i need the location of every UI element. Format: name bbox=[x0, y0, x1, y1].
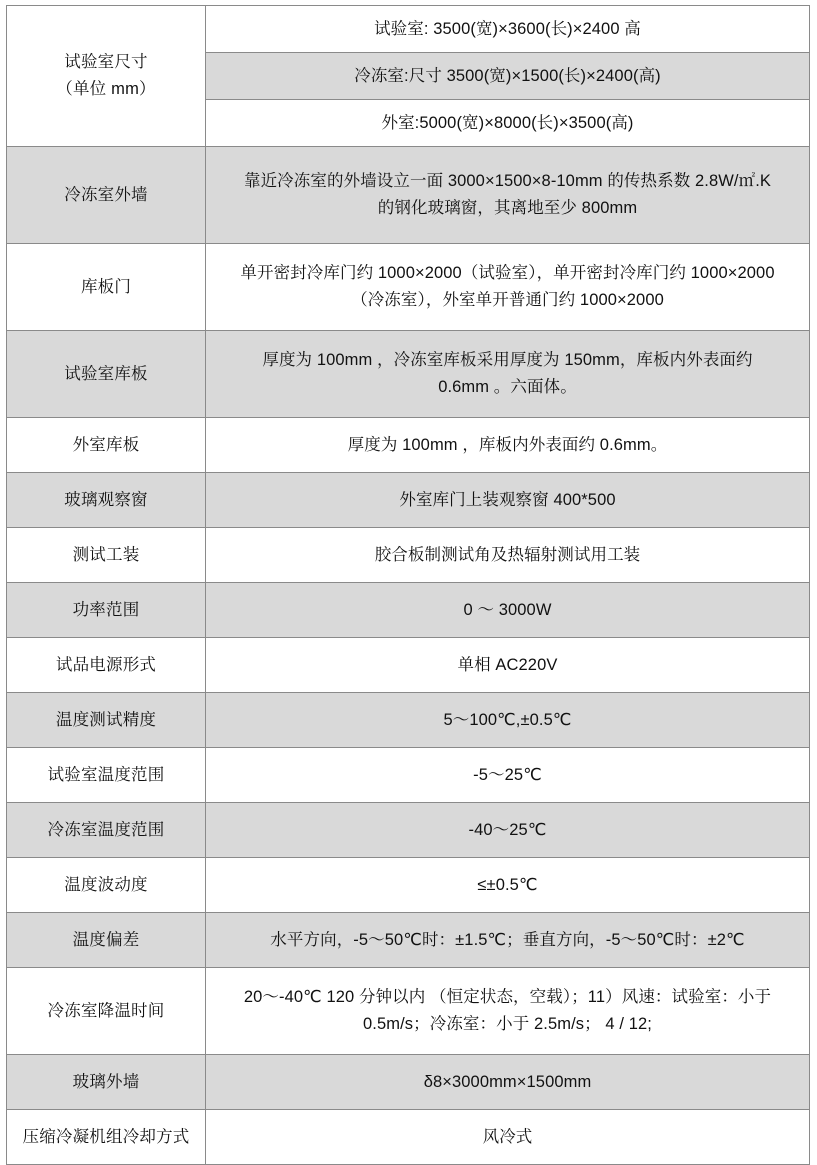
value-line1: 厚度为 100mm ，冷冻室库板采用厚度为 150mm，库板内外表面约 bbox=[262, 351, 753, 370]
value-line2: 0.6mm 。六面体。 bbox=[438, 378, 577, 396]
row-value-dimensions-freezer-room: 冷冻室:尺寸 3500(宽)×1500(长)×2400(高) bbox=[206, 53, 810, 100]
table-row bbox=[7, 1055, 810, 1110]
table-row bbox=[7, 6, 810, 53]
row-value-sample-power-type: 单相 AC220V bbox=[206, 638, 810, 693]
value-line1: 20～-40℃ 120 分钟以内 （恒定状态，空载）；11）风速：试验室：小于 bbox=[243, 988, 772, 1007]
row-label-freezer-cooldown-time: 冷冻室降温时间 bbox=[7, 968, 206, 1055]
value-line1: 单开密封冷库门约 1000×2000（试验室），单开密封冷库门约 1000×2000 bbox=[240, 264, 775, 283]
row-value-temperature-deviation: 水平方向，-5～50℃时：±1.5℃；垂直方向，-5～50℃时：±2℃ bbox=[206, 913, 810, 968]
row-value-dimensions-outer-room: 外室:5000(宽)×8000(长)×3500(高) bbox=[206, 100, 810, 147]
table-row bbox=[7, 244, 810, 331]
table-row bbox=[7, 913, 810, 968]
row-value-glass-outer-wall: δ8×3000mm×1500mm bbox=[206, 1055, 810, 1110]
table-row bbox=[7, 1110, 810, 1165]
table-row bbox=[7, 638, 810, 693]
row-label-test-room-panel: 试验室库板 bbox=[7, 331, 206, 418]
table-row bbox=[7, 968, 810, 1055]
row-value-dimensions-test-room: 试验室: 3500(宽)×3600(长)×2400 高 bbox=[206, 6, 810, 53]
row-label-freezer-temp-range: 冷冻室温度范围 bbox=[7, 803, 206, 858]
row-label-freezer-outer-wall: 冷冻室外墙 bbox=[7, 147, 206, 244]
row-label-line1: 试验室尺寸 bbox=[64, 53, 148, 72]
row-value-panel-door bbox=[206, 244, 810, 331]
row-label-dimensions bbox=[7, 6, 206, 147]
table-row bbox=[7, 858, 810, 913]
specification-table bbox=[6, 5, 810, 1165]
row-value-power-range: 0 ～ 3000W bbox=[206, 583, 810, 638]
table-row bbox=[7, 583, 810, 638]
row-value-temperature-accuracy: 5～100℃,±0.5℃ bbox=[206, 693, 810, 748]
value-line2: （冷冻室），外室单开普通门约 1000×2000 bbox=[351, 291, 664, 309]
table-row bbox=[7, 331, 810, 418]
row-label-power-range: 功率范围 bbox=[7, 583, 206, 638]
row-label-condensing-unit-cooling: 压缩冷凝机组冷却方式 bbox=[7, 1110, 206, 1165]
row-value-temperature-fluctuation: ≤±0.5℃ bbox=[206, 858, 810, 913]
row-value-freezer-cooldown-time bbox=[206, 968, 810, 1055]
value-line2: 0.5m/s；冷冻室：小于 2.5m/s； 4 / 12; bbox=[363, 1015, 652, 1033]
value-line2: 的钢化玻璃窗，其离地至少 800mm bbox=[377, 199, 638, 217]
row-label-test-room-temp-range: 试验室温度范围 bbox=[7, 748, 206, 803]
table-row bbox=[7, 748, 810, 803]
row-value-glass-viewing-window: 外室库门上装观察窗 400*500 bbox=[206, 473, 810, 528]
table-row bbox=[7, 693, 810, 748]
row-value-test-room-panel bbox=[206, 331, 810, 418]
table-row bbox=[7, 528, 810, 583]
row-label-line2: （单位 mm） bbox=[56, 80, 156, 98]
row-label-temperature-deviation: 温度偏差 bbox=[7, 913, 206, 968]
row-value-test-fixture: 胶合板制测试角及热辐射测试用工装 bbox=[206, 528, 810, 583]
table-row bbox=[7, 473, 810, 528]
row-value-outer-room-panel: 厚度为 100mm ，库板内外表面约 0.6mm。 bbox=[206, 418, 810, 473]
row-label-glass-viewing-window: 玻璃观察窗 bbox=[7, 473, 206, 528]
row-label-test-fixture: 测试工装 bbox=[7, 528, 206, 583]
row-value-condensing-unit-cooling: 风冷式 bbox=[206, 1110, 810, 1165]
specification-table-body bbox=[7, 6, 810, 1165]
row-value-freezer-temp-range: -40～25℃ bbox=[206, 803, 810, 858]
row-label-temperature-accuracy: 温度测试精度 bbox=[7, 693, 206, 748]
table-row bbox=[7, 418, 810, 473]
row-label-sample-power-type: 试品电源形式 bbox=[7, 638, 206, 693]
row-value-freezer-outer-wall bbox=[206, 147, 810, 244]
row-label-glass-outer-wall: 玻璃外墙 bbox=[7, 1055, 206, 1110]
row-label-temperature-fluctuation: 温度波动度 bbox=[7, 858, 206, 913]
row-label-outer-room-panel: 外室库板 bbox=[7, 418, 206, 473]
table-row bbox=[7, 803, 810, 858]
row-value-test-room-temp-range: -5～25℃ bbox=[206, 748, 810, 803]
table-row bbox=[7, 147, 810, 244]
value-line1: 靠近冷冻室的外墙设立一面 3000×1500×8-10mm 的传热系数 2.8W/㎡.K bbox=[243, 172, 772, 191]
row-label-panel-door: 库板门 bbox=[7, 244, 206, 331]
